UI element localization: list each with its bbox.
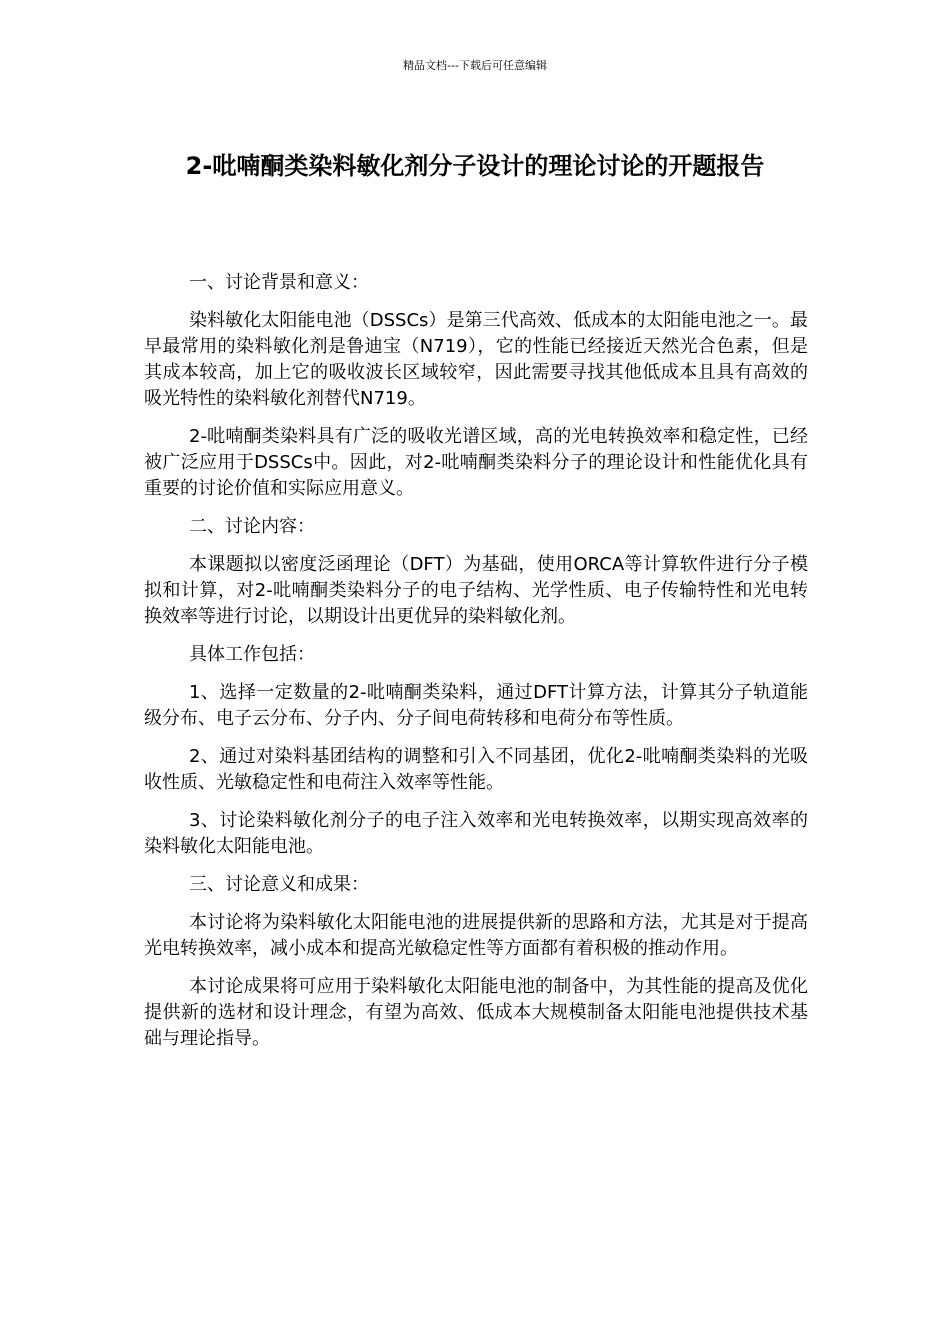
page-header: 精品文档---下载后可任意编辑 (403, 59, 547, 72)
section-heading-significance: 三、讨论意义和成果： (189, 874, 369, 895)
paragraph-outcomes: 本讨论成果将可应用于染料敏化太阳能电池的制备中，为其性能的提高及优化提供新的选材和设计理念，有望为高效、低成本大规模制备太阳能电池提供技术基础与理论指导。 (144, 976, 808, 1049)
paragraph-dssc-intro: 染料敏化太阳能电池（DSSCs）是第三代高效、低成本的太阳能电池之一。最早最常用的染料敏化剂是鲁迪宝（N719），它的性能已经接近天然光合色素，但是其成本较高，加上它的吸收波长区域较窄，因此需要寻找其他低成本且具有高效的吸光特性的染料敏化剂替代N719。 (144, 310, 808, 409)
paragraph-significance: 本讨论将为染料敏化太阳能电池的进展提供新的思路和方法，尤其是对于提高光电转换效率，减小成本和提高光敏稳定性等方面都有着积极的推动作用。 (144, 912, 808, 959)
paragraph-pyranone-dyes: 2-吡喃酮类染料具有广泛的吸收光谱区域，高的光电转换效率和稳定性，已经被广泛应用于DSSCs中。因此，对2-吡喃酮类染料分子的理论设计和性能优化具有重要的讨论价值和实际应用意义。 (144, 426, 808, 499)
document-title: 2-吡喃酮类染料敏化剂分子设计的理论讨论的开题报告 (185, 152, 765, 180)
list-item-1: 1、选择一定数量的2-吡喃酮类染料，通过DFT计算方法，计算其分子轨道能级分布、电子云分布、分子内、分子间电荷转移和电荷分布等性质。 (144, 682, 808, 729)
paragraph-work-items-intro: 具体工作包括： (189, 644, 315, 665)
document-body (144, 270, 808, 1064)
section-heading-background: 一、讨论背景和意义： (189, 272, 369, 293)
paragraph-research-plan: 本课题拟以密度泛函理论（DFT）为基础，使用ORCA等计算软件进行分子模拟和计算，对2-吡喃酮类染料分子的电子结构、光学性质、电子传输特性和光电转换效率等进行讨论，以期设计出更优异的染料敏化剂。 (144, 554, 808, 627)
section-heading-content: 二、讨论内容： (189, 516, 315, 537)
list-item-3: 3、讨论染料敏化剂分子的电子注入效率和光电转换效率，以期实现高效率的染料敏化太阳能电池。 (144, 810, 808, 857)
list-item-2: 2、通过对染料基团结构的调整和引入不同基团，优化2-吡喃酮类染料的光吸收性质、光敏稳定性和电荷注入效率等性能。 (144, 746, 808, 793)
